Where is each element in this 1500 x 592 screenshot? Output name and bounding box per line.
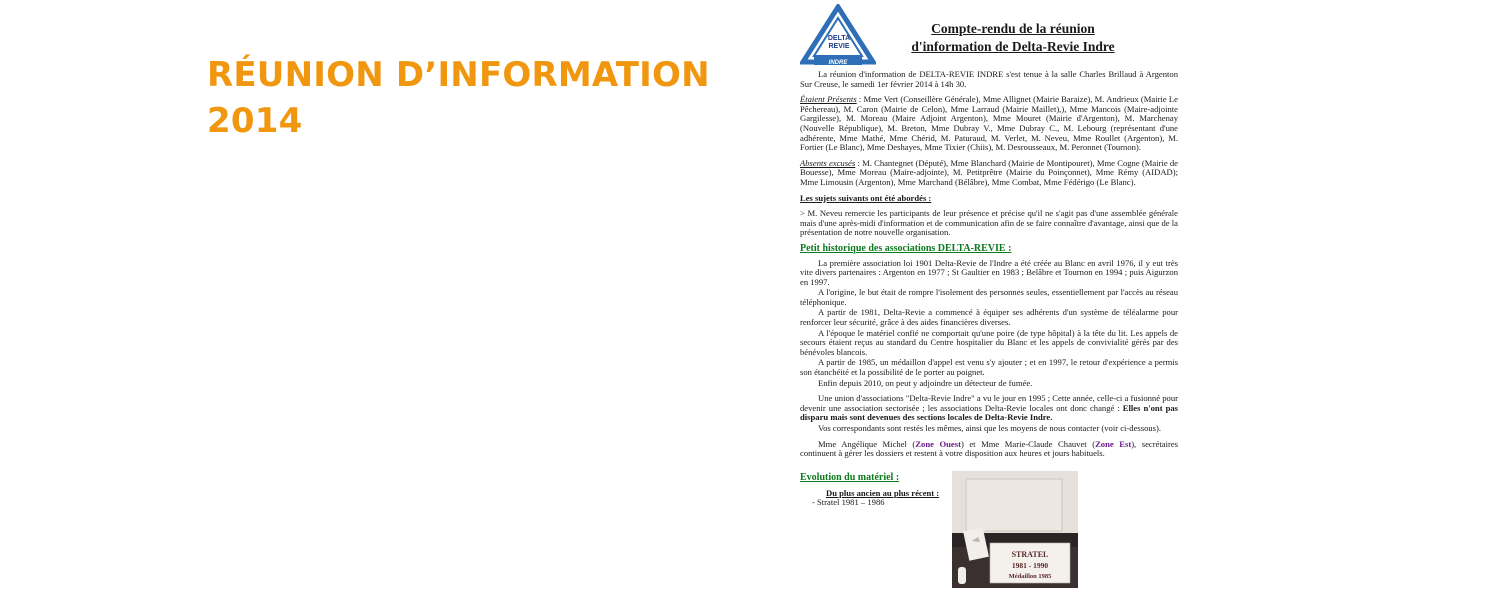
stratel-device-photo — [952, 471, 1078, 588]
document-body — [800, 70, 1178, 465]
zone-est-label: Zone Est — [1095, 438, 1132, 449]
evolution-subheading: Du plus ancien au plus récent : — [826, 487, 940, 498]
secretaries-text-2: ) et Mme Marie-Claude Chauvet ( — [960, 438, 1096, 449]
present-paragraph — [800, 95, 1178, 153]
secretaries-text-1: Mme Angélique Michel ( — [818, 438, 916, 449]
subjects-heading: Les sujets suivants ont été abordés : — [800, 192, 932, 203]
delta-revie-logo — [800, 4, 876, 66]
absent-paragraph — [800, 159, 1178, 188]
zone-ouest-label: Zone Ouest — [915, 438, 961, 449]
history-paragraph-6: Enfin depuis 2010, on peut y adjoindre un détecteur de fumée. — [818, 377, 1033, 388]
history-paragraph-5: A partir de 1985, un médaillon d'appel est venu s'y ajouter ; et en 1997, le retour d'expérience a permis son étanchéité et la possibilité de le porter au poignet. — [800, 357, 1178, 378]
history-heading: Petit historique des associations DELTA-REVIE : — [800, 242, 1012, 254]
correspondents-paragraph: Vos correspondants sont restés les mêmes, ainsi que les moyens de nous contacter (voir ci-dessous). — [818, 423, 1162, 433]
photo-label-years: 1981 - 1990 — [1011, 561, 1049, 570]
secretaries-text-3: ), secrétaires continuent à gérer les dossiers et restent à votre disposition aux heures et jours habituels. — [800, 438, 1178, 459]
intro-paragraph: La réunion d'information de DELTA-REVIE INDRE s'est tenue à la salle Charles Brillaud à Argenton Sur Creuse, le samedi 1er février 2014 à 14h 30. — [800, 69, 1178, 89]
logo-text-delta: DELTA — [827, 35, 851, 42]
evolution-heading: Evolution du matériel : — [800, 472, 900, 483]
absent-text: : M. Chantegnet (Député), Mme Blanchard (Mairie de Montipouret), Mme Cogne (Mairie de Bouesse), Mme Moreau (Maire-adjointe), M. Petitprêtre (Mairie du Poinçonnet), Mme Rémy (AIDAD); Mme Limousin (Argenton), Mme Marchand (Bélâbre), Mme Combat, Mme Fédérigo (Le Blanc). — [800, 157, 1178, 187]
logo-text-indre: INDRE — [828, 60, 848, 66]
slide-title-line-2: 2014 — [207, 101, 303, 141]
evolution-list-item: - Stratel 1981 – 1986 — [812, 497, 885, 508]
photo-label-stratel: STRATEL — [1011, 550, 1049, 559]
absent-label: Absents excusés — [800, 157, 856, 168]
union-text-bold: Elles n'ont pas disparu mais sont devenues des sections locales de Delta-Revie Indre. — [800, 402, 1178, 423]
slide-title — [207, 52, 727, 144]
history-paragraph-3: A partir de 1981, Delta-Revie a commencé à équiper ses adhérents d'un système de téléalarme pour renforcer leur sécurité, grâce à des aides financières diverses. — [800, 307, 1178, 328]
slide-title-line-1: RÉUNION D’INFORMATION — [207, 55, 710, 95]
document-title-line-1: Compte-rendu de la réunion — [931, 21, 1095, 36]
union-text: Une union d'associations "Delta-Revie Indre" a vu le jour en 1995 ; Cette année, celle-ci a fusionné pour devenir une association sectorisée ; les associations Delta-Revie locales ont donc changé : — [800, 393, 1178, 413]
history-paragraph-4: A l'époque le matériel confié ne comportait qu'une poire (de type hôpital) à la tête du lit. Les appels de secours étaient reçus au standard du Centre hospitalier du Blanc et les appels de convivialité gérés par des bénévoles blancois. — [800, 327, 1178, 357]
document-title — [888, 20, 1138, 56]
evolution-section — [800, 473, 950, 508]
union-paragraph — [800, 394, 1178, 423]
neveu-paragraph: > M. Neveu remercie les participants de leur présence et précise qu'il ne s'agit pas d'une assemblée générale mais d'une après-midi d'information et de communication afin de se faire connaître d'avantage, ainsi que de la présentation de notre nouvelle organisation. — [800, 208, 1178, 238]
history-paragraph-1: La première association loi 1901 Delta-Revie de l'Indre a été créée au Blanc en avril 1976, il y eut très vite divers partenaires : Argenton en 1977 ; St Gaultier en 1983 ; Belâbre et Tournon en 1994 ; puis Aigurzon en 1997. — [800, 257, 1178, 287]
secretaries-paragraph — [800, 440, 1178, 459]
photo-label-medaillon: Médaillon 1985 — [1008, 573, 1052, 580]
document-title-line-2: d'information de Delta-Revie Indre — [911, 39, 1115, 54]
present-text: : Mme Vert (Conseillère Générale), Mme Allignet (Mairie Baraize), M. Andrieux (Mairie Le Pêchereau), M. Caron (Mairie de Celon), Mme Larraud (Mairie Maillet),), Mme Mancois (Maire-adjointe Gargilesse), M. Moreau (Maire Adjoint Argenton), Mme Mouret (Mairie d'Argenton), M. Marchenay (Nouvelle République), M. Breton, Mme Dubray V., Mme Dubray C., M. Lebourg (représentant d'une adhérente, Mme Mathé, Mme Chérid, M. Paturaud, M. Verlet, M. Neveu, Mme Roullet (Argenton), M. Fortier (Le Blanc), Mme Deshayes, Mme Tixier (Chiis), M. Desrousseaux, M. Peronnet (Tournon). — [800, 94, 1178, 153]
history-paragraph-2: A l'origine, le but était de rompre l'isolement des personnes seules, essentiellement par l'accès au réseau téléphonique. — [800, 287, 1178, 307]
document-scan — [790, 0, 1186, 592]
logo-text-revie: REVIE — [828, 43, 850, 50]
present-label: Étaient Présents — [800, 94, 857, 105]
